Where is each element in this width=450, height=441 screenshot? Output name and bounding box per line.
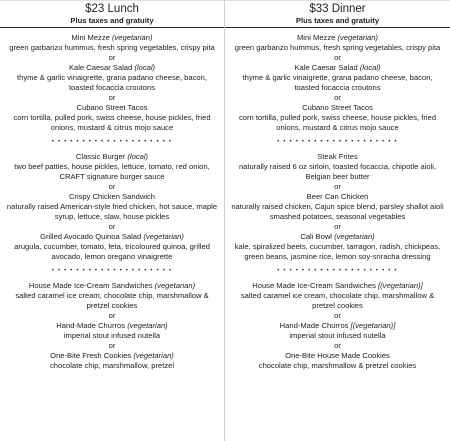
diet-tag: (vegetarian) bbox=[337, 33, 379, 42]
or-divider: or bbox=[334, 311, 341, 320]
menu-item-name: Mini Mezze (vegetarian) bbox=[71, 33, 153, 42]
dot-separator: • • • • • • • • • • • • • • • • • • • • bbox=[277, 139, 398, 145]
menu-item-description: naturally raised American-style fried chicken, hot sauce, maple syrup, lettuce, slaw, house pickles bbox=[6, 202, 218, 221]
menu-item-name: Steak Frites bbox=[317, 152, 358, 161]
diet-tag: [(vegetarian)] bbox=[350, 321, 396, 330]
or-divider: or bbox=[108, 93, 116, 102]
lunch-subtitle: Plus taxes and gratuity bbox=[70, 16, 154, 25]
menu-item-description: naturally raised 6 oz sirloin, toasted focaccia, chipotle aioli, Belgian beer butter bbox=[238, 162, 437, 181]
menu-item-description: thyme & garlic vinaigrette, grana padano cheese, bacon, toasted focaccia croutons bbox=[17, 73, 207, 92]
top-divider bbox=[225, 0, 450, 1]
diet-tag: (vegetarian) bbox=[133, 351, 174, 360]
top-divider bbox=[0, 0, 224, 1]
lunch-title: $23 Lunch bbox=[85, 3, 139, 15]
dot-separator: • • • • • • • • • • • • • • • • • • • • bbox=[51, 139, 173, 145]
menu-item-description: salted caramel ice cream, chocolate chip, marshmallow & pretzel cookies bbox=[240, 291, 435, 310]
dinner-mains-section bbox=[225, 152, 450, 262]
diet-tag: (vegetarian) bbox=[143, 232, 184, 241]
menu-item-name: Crispy Chicken Sandwich bbox=[68, 192, 156, 201]
menu-item-description: naturally raised chicken, Cajun spice blend, parsley shallot aioli smashed potatoes, seasonal vegetables bbox=[231, 202, 444, 221]
menu-item-description: imperial stout infused nutella bbox=[63, 331, 161, 340]
header-divider bbox=[0, 27, 224, 28]
menu-item-name: Kale Caesar Salad (local) bbox=[68, 63, 156, 72]
diet-tag: (vegetarian) bbox=[334, 232, 375, 241]
menu-item-name: Beer Can Chicken bbox=[306, 192, 369, 201]
menu-item-description: two beef patties, house pickles, lettuce, tomato, red onion, CRAFT signature burger sauce bbox=[14, 162, 210, 181]
menu-item-description: chocolate chip, marshmallow & pretzel cookies bbox=[258, 361, 417, 370]
menu-item-name: Hand-Made Churros (vegetarian) bbox=[56, 321, 168, 330]
or-divider: or bbox=[108, 341, 116, 350]
or-divider: or bbox=[334, 222, 341, 231]
menu-item-description: chocolate chip, marshmallow, pretzel bbox=[49, 361, 175, 370]
or-divider: or bbox=[334, 93, 341, 102]
or-divider: or bbox=[108, 311, 116, 320]
dinner-starters-section bbox=[225, 33, 450, 133]
menu-item-description: corn tortilla, pulled pork, swiss cheese, house pickles, fried onions, mustard & citrus mojo sauce bbox=[13, 113, 211, 132]
diet-tag: (vegetarian) bbox=[127, 321, 168, 330]
dinner-menu-column bbox=[225, 0, 450, 441]
dot-separator: • • • • • • • • • • • • • • • • • • • • bbox=[277, 268, 398, 274]
menu-item-name: House Made Ice-Cream Sandwiches [(vegetarian)] bbox=[252, 281, 423, 290]
menu-item-name: One-Bite House Made Cookies bbox=[285, 351, 390, 360]
menu-item-name: Kale Caesar Salad (local) bbox=[294, 63, 381, 72]
dinner-title: $33 Dinner bbox=[309, 3, 366, 15]
menu-item-name: Cubano Street Tacos bbox=[76, 103, 148, 112]
dinner-subtitle: Plus taxes and gratuity bbox=[295, 16, 380, 25]
or-divider: or bbox=[108, 182, 116, 191]
menu-item-name: One-Bite Fresh Cookies (vegetarian) bbox=[50, 351, 174, 360]
diet-tag: (vegetarian) bbox=[154, 281, 196, 290]
dot-separator: • • • • • • • • • • • • • • • • • • • • bbox=[51, 268, 173, 274]
or-divider: or bbox=[108, 222, 116, 231]
menu-item-name: Cali Bowl (vegetarian) bbox=[300, 232, 375, 241]
menu-item-name: Mini Mezze (vegetarian) bbox=[296, 33, 379, 42]
or-divider: or bbox=[334, 341, 341, 350]
diet-tag: [(vegetarian)] bbox=[378, 281, 423, 290]
menu-item-description: kale, spiralized beets, cucumber, tarragon, radish, chickpeas, green beans, jasmine rice, lemon soy-sriracha dressing bbox=[234, 242, 441, 261]
lunch-starters-section bbox=[0, 33, 224, 133]
lunch-desserts-section bbox=[0, 281, 224, 371]
menu-item-name: Classic Burger (local) bbox=[75, 152, 149, 161]
header-divider bbox=[225, 27, 450, 28]
menu-item-name: House Made Ice-Cream Sandwiches (vegetarian) bbox=[28, 281, 196, 290]
diet-tag: (local) bbox=[127, 152, 149, 161]
diet-tag: (local) bbox=[134, 63, 156, 72]
menu-item-description: salted caramel ice cream, chocolate chip, marshmallow & pretzel cookies bbox=[15, 291, 209, 310]
menu-item-description: corn tortilla, pulled pork, swiss cheese, house pickles, fried onions, mustard & citrus mojo sauce bbox=[238, 113, 437, 132]
or-divider: or bbox=[108, 53, 116, 62]
menu-item-description: green garbanzo hummus, fresh spring vegetables, crispy pita bbox=[234, 43, 441, 52]
or-divider: or bbox=[334, 53, 341, 62]
dinner-desserts-section bbox=[225, 281, 450, 371]
lunch-mains-section bbox=[0, 152, 224, 262]
menu-item-name: Grilled Avocado Quinoa Salad (vegetarian) bbox=[40, 232, 184, 241]
menu-item-description: imperial stout infused nutella bbox=[289, 331, 386, 340]
diet-tag: (vegetarian) bbox=[111, 33, 153, 42]
or-divider: or bbox=[334, 182, 341, 191]
menu-item-description: arugula, cucumber, tomato, feta, tricoloured quinoa, grilled avocado, lemon oregano vinaigrette bbox=[14, 242, 210, 261]
menu-item-description: green garbanzo hummus, fresh spring vegetables, crispy pita bbox=[9, 43, 215, 52]
menu-item-name: Cubano Street Tacos bbox=[302, 103, 373, 112]
menu-item-description: thyme & garlic vinaigrette, grana padano cheese, bacon, toasted focaccia croutons bbox=[242, 73, 433, 92]
diet-tag: (local) bbox=[359, 63, 381, 72]
menu-item-name: Hand-Made Churros [(vegetarian)] bbox=[279, 321, 396, 330]
